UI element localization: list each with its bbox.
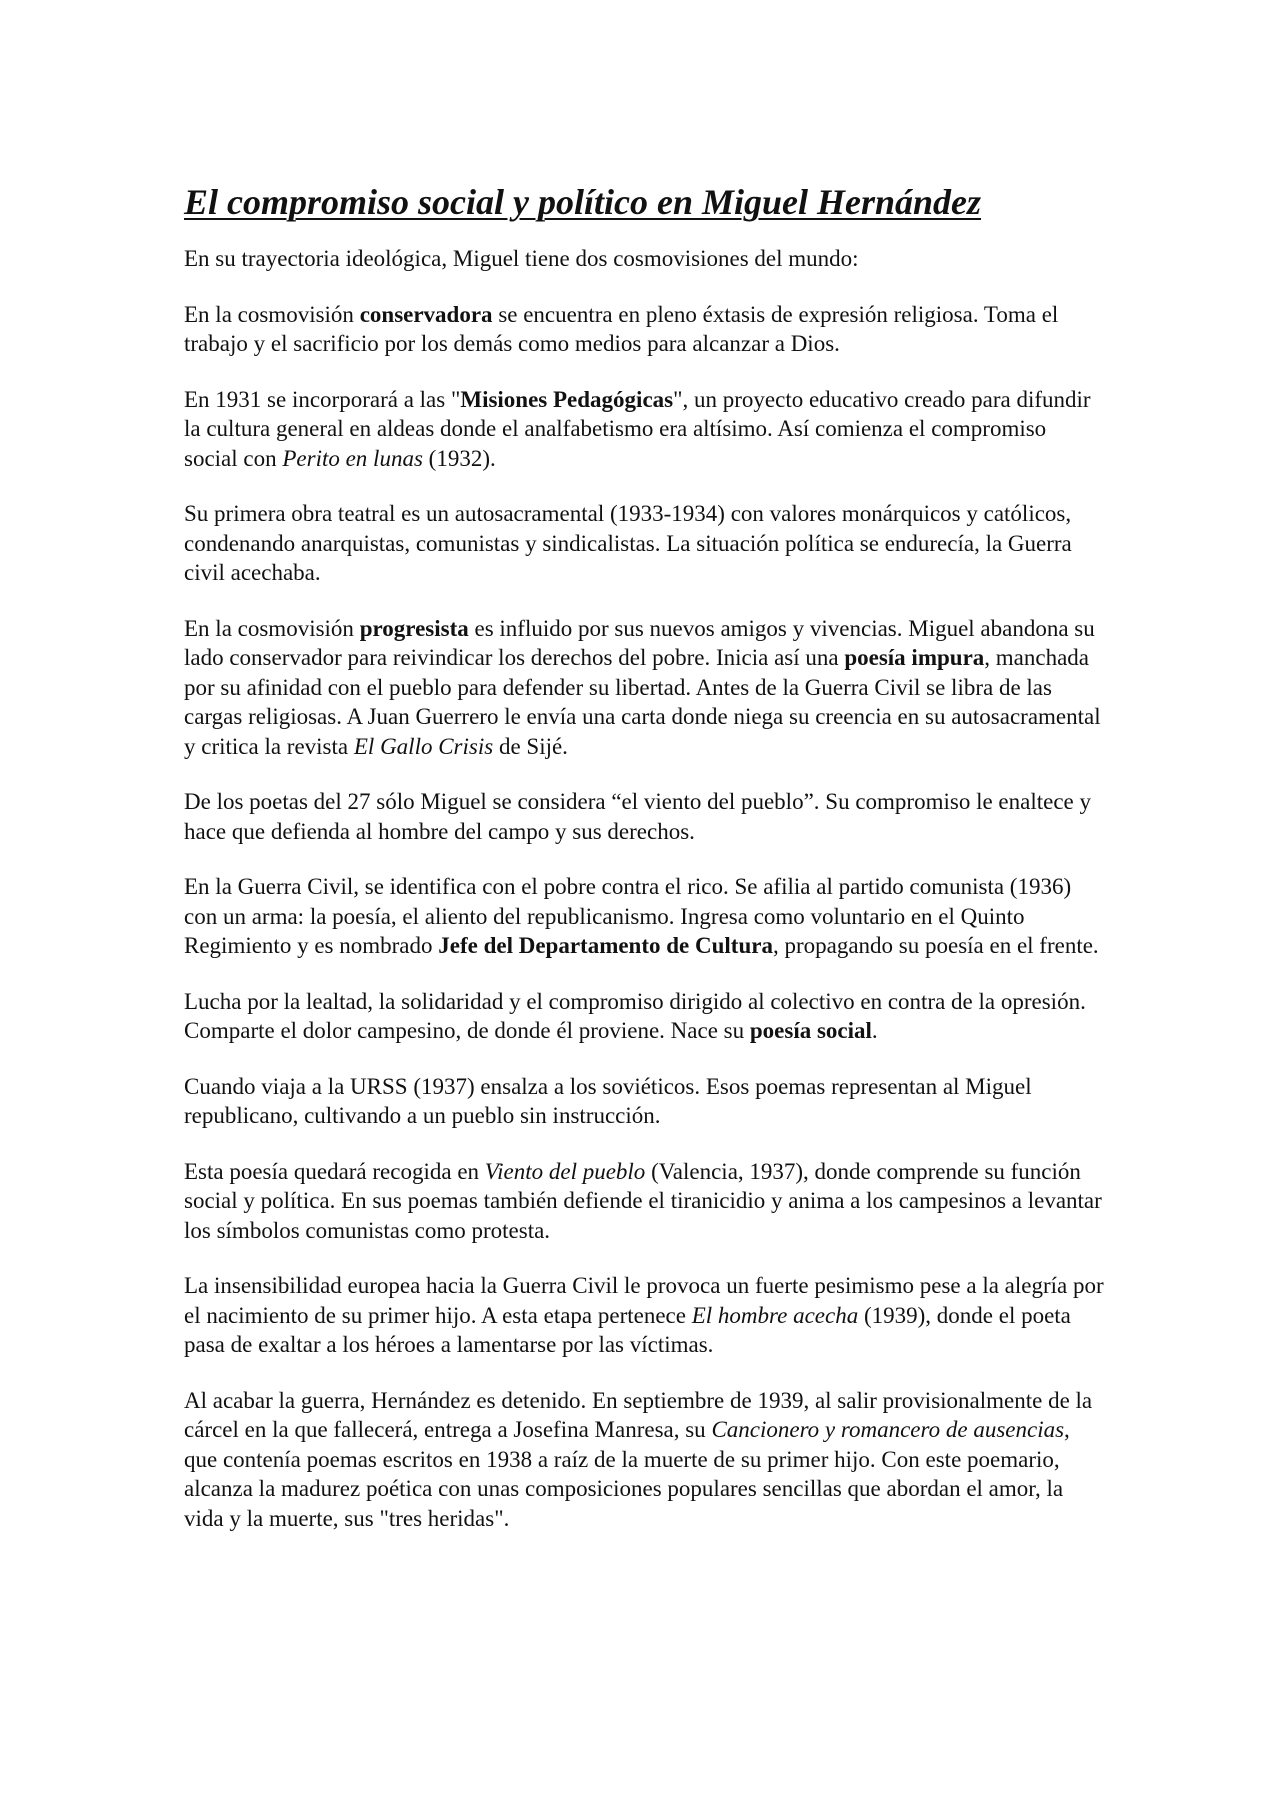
text-run: Lucha por la lealtad, la solidaridad y el compromiso dirigido al colectivo en contra de la opresión. Comparte el dolor campesino, de donde él proviene. Nace su <box>184 988 1086 1043</box>
bold-text: conservadora <box>359 301 493 327</box>
italic-title: El hombre acecha <box>691 1302 859 1328</box>
text-run: Esta poesía quedará recogida en <box>184 1158 485 1184</box>
bold-text: Misiones Pedagógicas <box>460 386 674 412</box>
text-run: es influido por sus nuevos amigos y vivencias. Miguel abandona su lado conservador para reivindicar los derechos del pobre. Inicia así una <box>184 615 1095 670</box>
paragraph <box>184 1271 1104 1360</box>
text-run: Cuando viaja a la URSS (1937) ensalza a los soviéticos. Esos poemas representan al Miguel republicano, cultivando a un pueblo sin instrucción. <box>184 1073 1032 1128</box>
text-run: En la Guerra Civil, se identifica con el pobre contra el rico. Se afilia al partido comunista (1936) con un arma: la poesía, el aliento del republicanismo. Ingresa como voluntario en el Quinto Regimiento y es nombrado <box>184 874 1072 958</box>
paragraph <box>184 244 1104 274</box>
text-run: En su trayectoria ideológica, Miguel tiene dos cosmovisiones del mundo: <box>184 246 859 271</box>
bold-text: progresista <box>359 615 469 641</box>
text-run: , manchada por su afinidad con el pueblo para defender su libertad. Antes de la Guerra Civil se libra de las cargas religiosas. A Juan Guerrero le envía una carta donde niega su creencia en su autosacramental y critica la revista <box>184 645 1101 759</box>
text-run: La insensibilidad europea hacia la Guerra Civil le provoca un fuerte pesimismo pese a la alegría por el nacimiento de su primer hijo. A esta etapa pertenece <box>184 1273 1104 1328</box>
text-run: (1932). <box>422 445 496 471</box>
document-page <box>184 180 1104 1559</box>
italic-title: Perito en lunas <box>282 445 423 471</box>
paragraph <box>184 499 1104 588</box>
paragraph <box>184 787 1104 846</box>
paragraph <box>184 1386 1104 1534</box>
bold-text: poesía impura <box>844 645 985 670</box>
text-run: . <box>871 1018 878 1043</box>
paragraph <box>184 385 1104 474</box>
document-title: El compromiso social y político en Miguel Hernández <box>184 182 982 222</box>
text-run: En 1931 se incorporará a las " <box>184 386 461 412</box>
text-run: Su primera obra teatral es un autosacramental (1933-1934) con valores monárquicos y católicos, condenando anarquistas, comunistas y sindicalistas. La situación política se endurecía, la Guerra civil acechaba. <box>184 501 1072 585</box>
text-run: En la cosmovisión <box>184 301 360 327</box>
text-run: En la cosmovisión <box>184 615 360 641</box>
text-run: , propagando su poesía en el frente. <box>772 933 1099 958</box>
paragraph <box>184 1072 1104 1131</box>
bold-text: poesía social <box>749 1018 872 1043</box>
italic-title: Viento del pueblo <box>484 1158 646 1184</box>
text-run: ", un proyecto educativo creado para difundir la cultura general en aldeas donde el analfabetismo era altísimo. Así comienza el compromiso social con <box>184 386 1091 471</box>
paragraph <box>184 300 1104 359</box>
italic-title: El Gallo Crisis <box>353 733 494 759</box>
document-body <box>184 244 1104 1533</box>
text-run: (Valencia, 1937), donde comprende su función social y política. En sus poemas también defiende el tiranicidio y anima a los campesinos a levantar los símbolos comunistas como protesta. <box>184 1158 1102 1243</box>
paragraph <box>184 614 1104 762</box>
italic-title: Cancionero y romancero de ausencias <box>711 1417 1065 1442</box>
paragraph <box>184 1157 1104 1246</box>
bold-text: Jefe del Departamento de Cultura <box>438 933 773 958</box>
text-run: de Sijé. <box>493 733 568 759</box>
text-run: Al acabar la guerra, Hernández es detenido. En septiembre de 1939, al salir provisionalmente de la cárcel en la que fallecerá, entrega a Josefina Manresa, su <box>184 1387 1093 1442</box>
paragraph <box>184 872 1104 961</box>
text-run: , que contenía poemas escritos en 1938 a raíz de la muerte de su primer hijo. Con este poemario, alcanza la madurez poética con unas composiciones populares sencillas que abordan el amor, la vida y la muerte, sus "tres heridas". <box>184 1417 1070 1531</box>
paragraph <box>184 987 1104 1046</box>
text-run: (1939), donde el poeta pasa de exaltar a los héroes a lamentarse por las víctimas. <box>184 1302 1071 1357</box>
text-run: se encuentra en pleno éxtasis de expresión religiosa. Toma el trabajo y el sacrificio por los demás como medios para alcanzar a Dios. <box>184 301 1059 356</box>
text-run: De los poetas del 27 sólo Miguel se considera “el viento del pueblo”. Su compromiso le enaltece y hace que defienda al hombre del campo y sus derechos. <box>184 789 1091 844</box>
